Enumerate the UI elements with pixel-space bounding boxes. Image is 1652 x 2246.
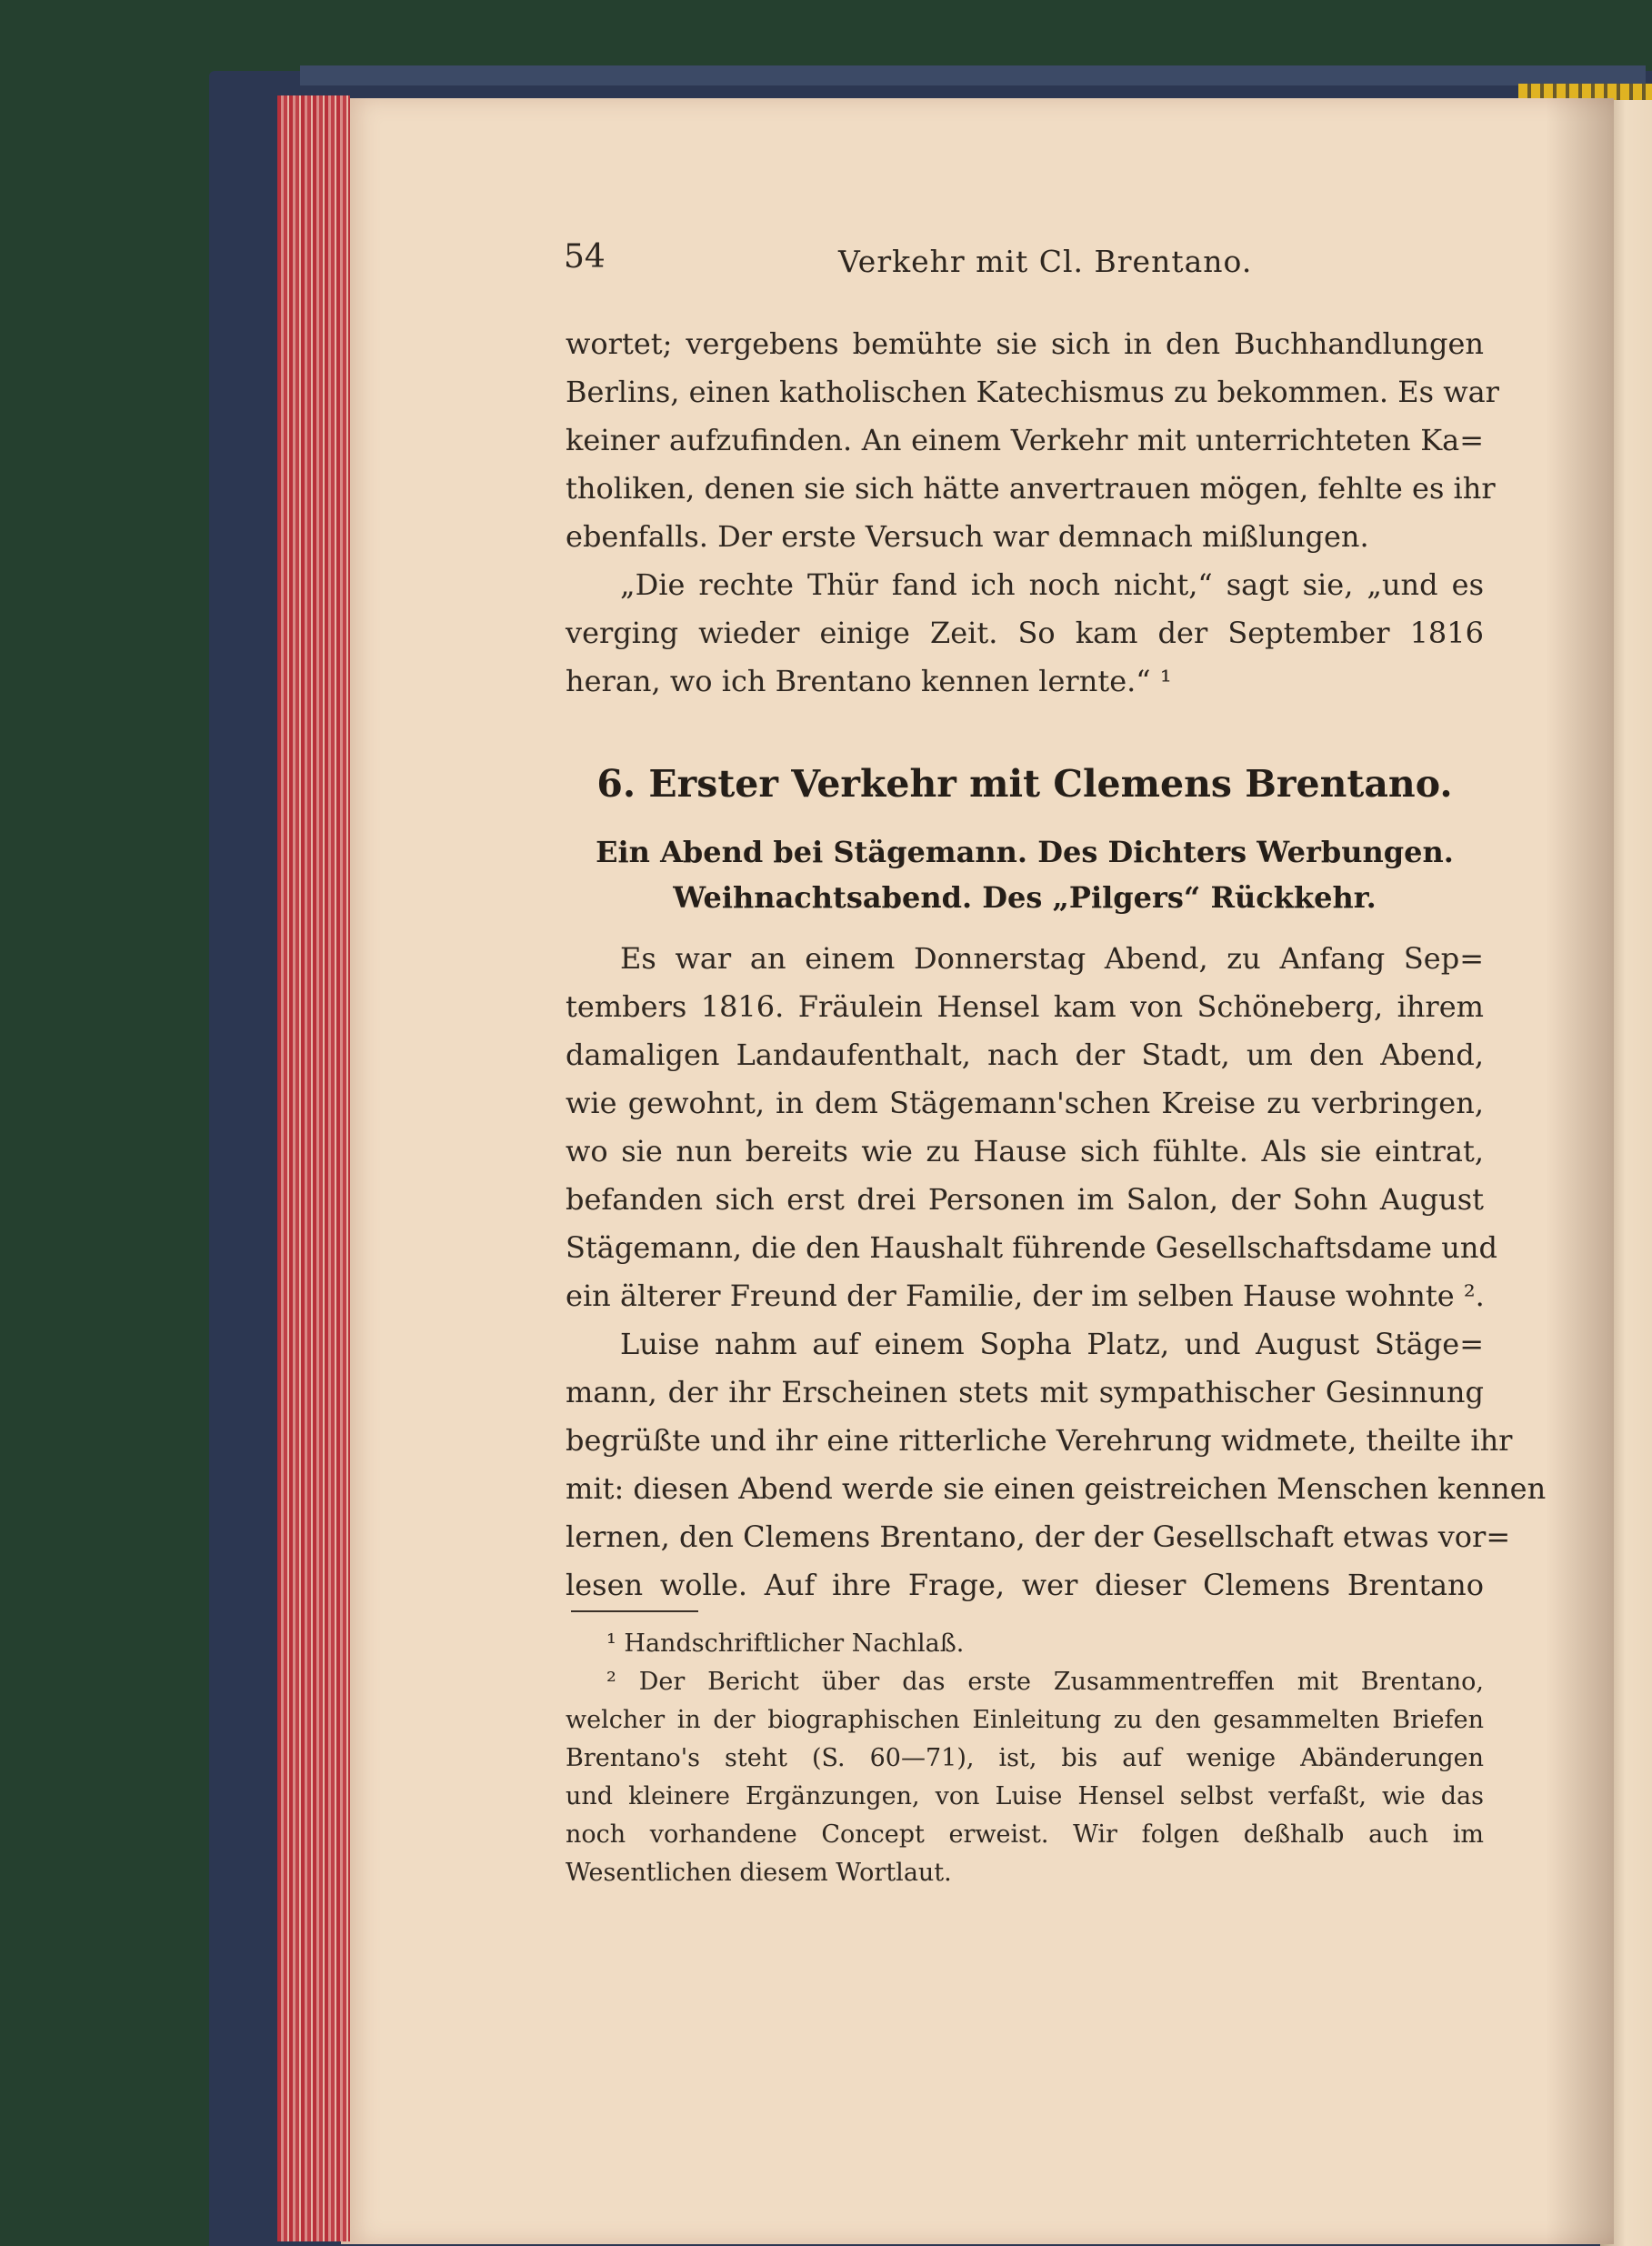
text-line: wie gewohnt, in dem Stägemann'schen Kreise zu verbringen, bbox=[566, 1086, 1484, 1120]
text-line: ein älterer Freund der Familie, der im selben Hause wohnte ². bbox=[566, 1278, 1485, 1313]
footnote-2-line: und kleinere Ergänzungen, von Luise Hensel selbst verfaßt, wie das bbox=[566, 1782, 1484, 1810]
text-line: verging wieder einige Zeit. So kam der September 1816 bbox=[566, 616, 1484, 650]
text-line: begrüßte und ihr eine ritterliche Verehrung widmete, theilte ihr bbox=[566, 1423, 1513, 1458]
page-number: 54 bbox=[564, 238, 606, 276]
text-line: Luise nahm auf einem Sopha Platz, und August Stäge= bbox=[620, 1327, 1484, 1361]
text-line: Es war an einem Donnerstag Abend, zu Anfang Sep= bbox=[620, 941, 1484, 976]
text-line: mit: diesen Abend werde sie einen geistreichen Menschen kennen bbox=[566, 1471, 1547, 1506]
text-line: lesen wolle. Auf ihre Frage, wer dieser Clemens Brentano bbox=[566, 1568, 1484, 1602]
text-line: wo sie nun bereits wie zu Hause sich fühlte. Als sie eintrat, bbox=[566, 1134, 1484, 1168]
footnote-2-line: noch vorhandene Concept erweist. Wir folgen deßhalb auch im bbox=[566, 1820, 1484, 1849]
text-line: Stägemann, die den Haushalt führende Gesellschaftsdame und bbox=[566, 1230, 1497, 1265]
text-line: heran, wo ich Brentano kennen lernte.“ ¹ bbox=[566, 664, 1172, 698]
text-line: wortet; vergebens bemühte sie sich in den Buchhandlungen bbox=[566, 326, 1484, 361]
text-line: keiner aufzufinden. An einem Verkehr mit unterrichteten Ka= bbox=[566, 423, 1484, 457]
text-line: „Die rechte Thür fand ich noch nicht,“ sagt sie, „und es bbox=[620, 567, 1484, 602]
red-page-edges bbox=[277, 95, 350, 2241]
footnote-1: ¹ Handschriftlicher Nachlaß. bbox=[606, 1629, 965, 1658]
text-line: tembers 1816. Fräulein Hensel kam von Schöneberg, ihrem bbox=[566, 989, 1484, 1024]
text-line: tholiken, denen sie sich hätte anvertrauen mögen, fehlte es ihr bbox=[566, 471, 1496, 506]
page-gutter-shadow bbox=[1546, 98, 1614, 2244]
footnote-2-line: Brentano's steht (S. 60—71), ist, bis auf wenige Abänderungen bbox=[566, 1744, 1484, 1772]
footnote-2-line: ² Der Bericht über das erste Zusammentreffen mit Brentano, bbox=[606, 1668, 1484, 1696]
section-subheading-line: Weihnachtsabend. Des „Pilgers“ Rückkehr. bbox=[673, 880, 1377, 915]
footnote-rule bbox=[571, 1610, 698, 1612]
text-line: damaligen Landaufenthalt, nach der Stadt, um den Abend, bbox=[566, 1038, 1484, 1072]
footnote-2-line: Wesentlichen diesem Wortlaut. bbox=[566, 1859, 952, 1887]
cover-edge bbox=[300, 65, 1646, 85]
section-heading: 6. Erster Verkehr mit Clemens Brentano. bbox=[596, 762, 1453, 806]
running-title: Verkehr mit Cl. Brentano. bbox=[838, 244, 1253, 279]
text-line: Berlins, einen katholischen Katechismus zu bekommen. Es war bbox=[566, 375, 1499, 409]
text-line: ebenfalls. Der erste Versuch war demnach mißlungen. bbox=[566, 519, 1369, 554]
footnote-2-line: welcher in der biographischen Einleitung zu den gesammelten Briefen bbox=[566, 1706, 1484, 1734]
text-line: lernen, den Clemens Brentano, der der Gesellschaft etwas vor= bbox=[566, 1519, 1511, 1554]
text-line: befanden sich erst drei Personen im Salon, der Sohn August bbox=[566, 1182, 1484, 1217]
section-subheading-line: Ein Abend bei Stägemann. Des Dichters Werbungen. bbox=[596, 835, 1454, 869]
text-line: mann, der ihr Erscheinen stets mit sympathischer Gesinnung bbox=[566, 1375, 1484, 1409]
